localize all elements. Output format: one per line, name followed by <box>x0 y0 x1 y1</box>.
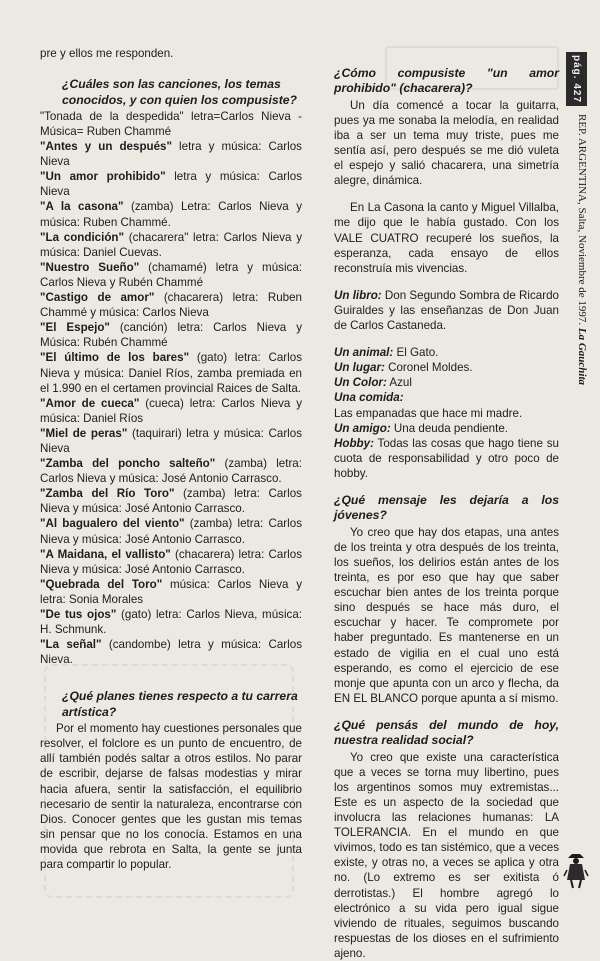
song-credits: (chacarera) letra: Carlos Nieva y música: José Antonio Carrasco. <box>40 547 303 576</box>
song-title: "Amor de cueca" <box>40 396 140 410</box>
song-credits: (canción) letra: Carlos Nieva y Música: Rubén Chammé <box>40 321 302 350</box>
song-title: "Zamba del poncho salteño" <box>40 457 216 471</box>
answer-composition: Un día comencé a tocar la guitarra, pues ya me sonaba la melodía, en realidad iba a ser un tema muy triste, pues me sentía así, pero después se me dió vuleta el espejo y salió chacarera, una simetría alegre, dinámica. <box>334 98 559 188</box>
question-plans: ¿Qué planes tienes respecto a tu carrera artística? <box>62 689 298 719</box>
fact-hobby-text: Todas las cosas que hago tiene su cuota de responsabilidad y otro poco de hobby. <box>334 436 559 480</box>
fact-food-label: Una comida: <box>334 391 404 405</box>
song-title: "Al bagualero del viento" <box>40 517 185 531</box>
question-world: ¿Qué pensás del mundo de hoy, nuestra realidad social? <box>334 717 559 748</box>
song-title: "Quebrada del Toro" <box>40 577 163 591</box>
song-entry <box>40 516 302 546</box>
fact-food-text: Las empanadas que hace mi madre. <box>334 406 523 420</box>
song-title: "Nuestro Sueño" <box>40 260 140 274</box>
song-credits: (gato) letra: Carlos Nieva, música: H. Schmunk. <box>40 608 302 637</box>
song-entry <box>40 260 302 290</box>
song-title: "La señal" <box>40 638 102 652</box>
fact-place-text: Coronel Moldes. <box>384 361 473 375</box>
fact-animal <box>334 345 559 360</box>
song-credits: música: Carlos Nieva y letra: Sonia Morales <box>40 577 302 606</box>
vertical-header-strip <box>563 52 591 386</box>
song-entry <box>40 350 302 395</box>
page-number: pág. 427 <box>566 52 587 106</box>
fact-friend-label: Un amigo: <box>334 421 391 435</box>
fact-hobby <box>334 436 559 481</box>
song-title: "A la casona" <box>40 200 124 214</box>
fact-place-label: Un lugar: <box>334 361 385 375</box>
left-column <box>40 46 302 872</box>
right-column <box>334 66 559 961</box>
song-credits: (cueca) letra: Carlos Nieva y música: Daniel Ríos <box>40 396 302 425</box>
intro-text: pre y ellos me responden. <box>40 47 174 60</box>
fact-friend <box>334 421 559 436</box>
fact-hobby-label: Hobby: <box>334 436 374 450</box>
question-composition: ¿Cómo compusiste "un amor prohibido" (chacarera)? <box>334 66 559 96</box>
fact-book-label: Un libro: <box>334 288 382 302</box>
answer-plans: Por el momento hay cuestiones personales que resolver, el folclore es un punto de encuentro, de allí también podés saltar a otros estilos. No parar de escribir, dejarse de falsas modestias y mirar hacia afuera, sentir la satisfacción, el equilibrio necesario de sentir la naturaleza, encontrarse con Dios. Conocer gentes que les gustan mis temas sin pensar que no los conocía. Estamos en una movida que rebrota en Salta, la gente se junta para compartir lo popular. <box>40 722 302 872</box>
fact-animal-text: El Gato. <box>393 346 439 360</box>
song-entry <box>40 607 302 637</box>
song-entry <box>40 486 302 516</box>
song-title: "Un amor prohibido" <box>40 170 166 184</box>
song-credits: (chamamé) letra y música: Carlos Nieva y Rubén Chammé <box>40 260 302 289</box>
song-credits: (gato) letra: Carlos Nieva y música: Daniel Ríos, zamba premiada en el 1.990 en el certamen provincial Raices de Salta. <box>40 351 302 395</box>
song-credits: (candombe) letra y música: Carlos Nieva. <box>40 638 302 667</box>
song-title: "El último de los bares" <box>40 351 190 365</box>
song-entry <box>40 290 302 320</box>
answer-world: Yo creo que existe una característica que a veces se torna muy libertino, pues los argentinos somos muy extremistas... Este es un aspecto de la sociedad que involucra las relaciones humanas: LA TOLERANCIA. En el mundo en que vivimos, todo es tan sistémico, que a veces existe, y otras no, a veces se aplica y otra no. (Lo extremo es ser exitista ó derrotistas.) El hombre agregó lo electrónico a su vida pero igual sigue viviendo de rituales, seguimos buscando respuestas de los dioses en el sufrimiento ajeno. <box>334 750 559 960</box>
question-message: ¿Qué mensaje les dejaría a los jóvenes? <box>334 492 559 523</box>
song-entry <box>40 577 302 607</box>
song-entry <box>40 139 302 169</box>
song-entry <box>40 199 302 229</box>
song-credits: (zamba) letra: Carlos Nieva y música: José Antonio Carrasco. <box>40 517 302 546</box>
song-list <box>40 109 302 667</box>
gaucho-figure-icon <box>562 846 590 890</box>
song-credits: (zamba) letra: Carlos Nieva y música: José Antonio Carrasco. <box>40 487 302 516</box>
song-credits: (zamba) letra: Carlos Nieva y música: José Antonio Carrasco. <box>40 457 302 486</box>
fact-place <box>334 360 559 375</box>
question-songs: ¿Cuáles son las canciones, los temas conocidos, y con quien los compusiste? <box>62 77 297 107</box>
song-title: "Castigo de amor" <box>40 291 155 305</box>
song-entry <box>40 169 302 199</box>
fact-color <box>334 375 559 390</box>
song-entry <box>40 396 302 426</box>
song-credits: letra y música: Carlos Nieva <box>40 170 302 199</box>
answer-message: Yo creo que hay dos etapas, una antes de los treinta y otra después de los treinta, los sueños, los delirios están antes de los treinta, es por eso que hay que saber escuchar bien antes de los treinta porque sino después se hace más duro, el escuchar y hacer. Te compromete por haber preguntado. Es mantenerse en un estado de vigilia en el cual uno está esperando, es como el ejercicio de ese monje que apunta con un arco y flecha, da EN EL BLANCO porque apunta a sí mismo. <box>334 525 559 705</box>
song-title: "La condición" <box>40 230 125 244</box>
song-title: "El Espejo" <box>40 321 110 335</box>
song-title: "Zamba del Río Toro" <box>40 487 175 501</box>
fact-book <box>334 288 559 333</box>
publication-place-date: REP. ARGENTINA, Salta, Noviembre de 1997. <box>576 114 588 328</box>
fact-animal-label: Un animal: <box>334 346 394 360</box>
song-title: "De tus ojos" <box>40 608 117 621</box>
fact-friend-text: Una deuda pendiente. <box>390 421 509 435</box>
fact-color-text: Azul <box>386 376 412 390</box>
publication-line <box>566 114 588 386</box>
song-entry <box>40 320 302 350</box>
fact-book-text: Don Segundo Sombra de Ricardo Guiraldes y las enseñanzas de Don Juan de Carlos Castaneda. <box>334 288 559 333</box>
song-title: "A Maidana, el vallisto" <box>40 547 171 561</box>
song-credits: "Tonada de la despedida" letra=Carlos Nieva - Música= Ruben Chammé <box>40 109 302 138</box>
song-credits: (chacarera" letra: Carlos Nieva y música: Daniel Cuevas. <box>40 230 302 259</box>
song-entry <box>40 109 302 139</box>
song-credits: letra y música: Carlos Nieva <box>40 140 302 169</box>
fact-color-label: Un Color: <box>334 376 387 390</box>
song-entry <box>40 426 302 456</box>
song-credits: (taquirari) letra y música: Carlos Nieva <box>40 426 303 455</box>
fact-food-label-line <box>334 390 559 405</box>
song-entry <box>40 547 302 577</box>
song-entry <box>40 230 302 260</box>
song-credits: (zamba) Letra: Carlos Nieva y música: Ruben Chammé. <box>40 200 302 229</box>
song-title: "Miel de peras" <box>40 426 128 440</box>
answer-composition-cont: En La Casona la canto y Miguel Villalba, me dijo que le había gustado. Con los VALE CUATRO recuperé los sueños, la esperanza, cada ensayo de ellos reconstruía mis vivencias. <box>334 201 559 275</box>
song-entry <box>40 456 302 486</box>
song-title: "Antes y un después" <box>40 140 172 154</box>
song-credits: (chacarera) letra: Ruben Chammé y música: Carlos Nieva <box>40 291 302 320</box>
magazine-name: La Gauchita <box>576 327 588 386</box>
song-entry <box>40 637 302 667</box>
